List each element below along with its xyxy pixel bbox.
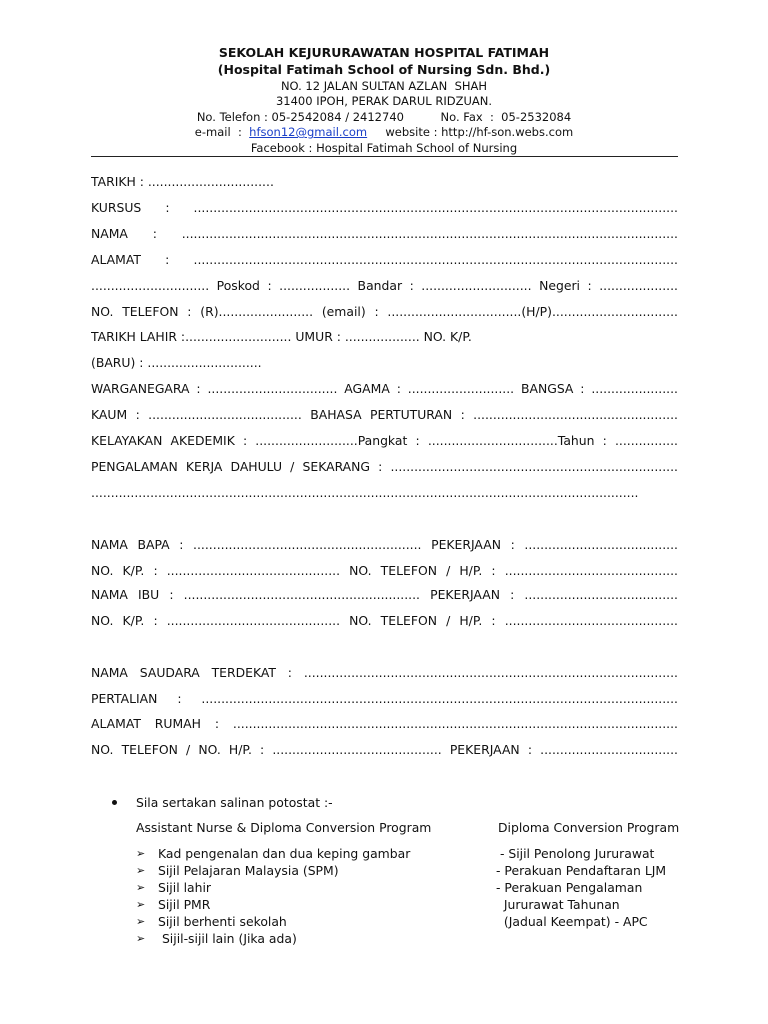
field-telefon-email[interactable]: NO. TELEFON : (R)........................ (email) : ..................................(H/P)................................ (91, 304, 678, 319)
left-list-item: Sijil Pelajaran Malaysia (SPM) (158, 863, 339, 878)
right-list-item: - Sijil Penolong Jururawat (496, 846, 655, 861)
arrow-bullet-icon: ➢ (136, 881, 146, 894)
arrow-bullet-icon: ➢ (136, 932, 146, 945)
right-list-item: - Perakuan Pengalaman (496, 880, 643, 895)
phone-fax-line: No. Telefon : 05-2542084 / 2412740 No. Fax : 05-2532084 (196, 110, 572, 124)
email-link[interactable]: hfson12@gmail.com (249, 125, 368, 139)
left-list-item: Sijil-sijil lain (Jika ada) (158, 931, 297, 946)
field-nama-ibu[interactable]: NAMA IBU : ............................................................ PEKERJAAN : ....................................... (91, 587, 678, 602)
field-tarikh[interactable]: TARIKH : ................................ (91, 174, 274, 189)
address-line-2: 31400 IPOH, PERAK DARUL RIDZUAN. (275, 94, 492, 108)
arrow-bullet-icon: ➢ (136, 898, 146, 911)
field-saudara[interactable]: NAMA SAUDARA TERDEKAT : ............................................................................................... (91, 665, 678, 680)
left-list-item: Sijil lahir (158, 880, 211, 895)
field-kursus[interactable]: KURSUS : ........................................................................................................................... (91, 200, 678, 215)
field-pengalaman[interactable]: PENGALAMAN KERJA DAHULU / SEKARANG : ......................................................................... (91, 459, 678, 474)
field-kaum-bahasa[interactable]: KAUM : ....................................... BAHASA PERTUTURAN : .................................................... (91, 407, 678, 422)
field-tarikh-lahir[interactable]: TARIKH LAHIR :........................... UMUR : ................... NO. K/P. (91, 329, 472, 344)
arrow-bullet-icon: ➢ (136, 847, 146, 860)
field-telefon-saudara[interactable]: NO. TELEFON / NO. H/P. : ........................................... PEKERJAAN : ................................... (91, 742, 678, 757)
right-list-item: (Jadual Keempat) - APC (496, 914, 648, 929)
email-label: e-mail : (194, 125, 250, 139)
field-warganegara[interactable]: WARGANEGARA : ................................. AGAMA : ........................... BANGSA : ...................... (91, 381, 678, 396)
website-text: website : http://hf-son.webs.com (367, 125, 574, 139)
field-kp-baru[interactable]: (BARU) : ............................. (91, 355, 262, 370)
field-kelayakan[interactable]: KELAYAKAN AKEDEMIK : ..........................Pangkat : .................................Tahun : ................ (91, 433, 678, 448)
field-pengalaman-cont[interactable]: ........................................................................................................................................... (91, 485, 639, 500)
field-alamat-rumah[interactable]: ALAMAT RUMAH : ................................................................................................................. (91, 716, 678, 731)
address-line-1: NO. 12 JALAN SULTAN AZLAN SHAH (280, 79, 488, 93)
field-poskod-bandar-negeri[interactable]: .............................. Poskod : .................. Bandar : ............................ Negeri : .................... (91, 278, 678, 293)
field-nama-bapa[interactable]: NAMA BAPA : .......................................................... PEKERJAAN : ....................................... (91, 537, 678, 552)
field-kp-bapa[interactable]: NO. K/P. : ............................................ NO. TELEFON / H/P. : ............................................ (91, 563, 678, 578)
left-list-item: Sijil berhenti sekolah (158, 914, 287, 929)
documents-intro: Sila sertakan salinan potostat :- (136, 795, 333, 810)
header-divider (91, 156, 678, 157)
right-program-heading: Diploma Conversion Program (498, 820, 680, 835)
arrow-bullet-icon: ➢ (136, 915, 146, 928)
left-list-item: Kad pengenalan dan dua keping gambar (158, 846, 411, 861)
bullet-icon (110, 794, 120, 811)
left-list-item: Sijil PMR (158, 897, 211, 912)
school-subtitle: (Hospital Fatimah School of Nursing Sdn. Bhd.) (217, 62, 551, 77)
field-kp-ibu[interactable]: NO. K/P. : ............................................ NO. TELEFON / H/P. : ............................................ (91, 613, 678, 628)
field-pertalian[interactable]: PERTALIAN : ......................................................................................................................... (91, 691, 678, 706)
arrow-bullet-icon: ➢ (136, 864, 146, 877)
facebook-line: Facebook : Hospital Fatimah School of Nursing (250, 141, 518, 155)
field-nama[interactable]: NAMA : .............................................................................................................................. (91, 226, 678, 241)
school-title: SEKOLAH KEJURURAWATAN HOSPITAL FATIMAH (218, 45, 550, 60)
right-list-item: Jururawat Tahunan (496, 897, 620, 912)
left-program-heading: Assistant Nurse & Diploma Conversion Program (136, 820, 432, 835)
field-alamat[interactable]: ALAMAT : ........................................................................................................................... (91, 252, 678, 267)
right-list-item: - Perakuan Pendaftaran LJM (496, 863, 667, 878)
contact-line (0, 125, 768, 140)
